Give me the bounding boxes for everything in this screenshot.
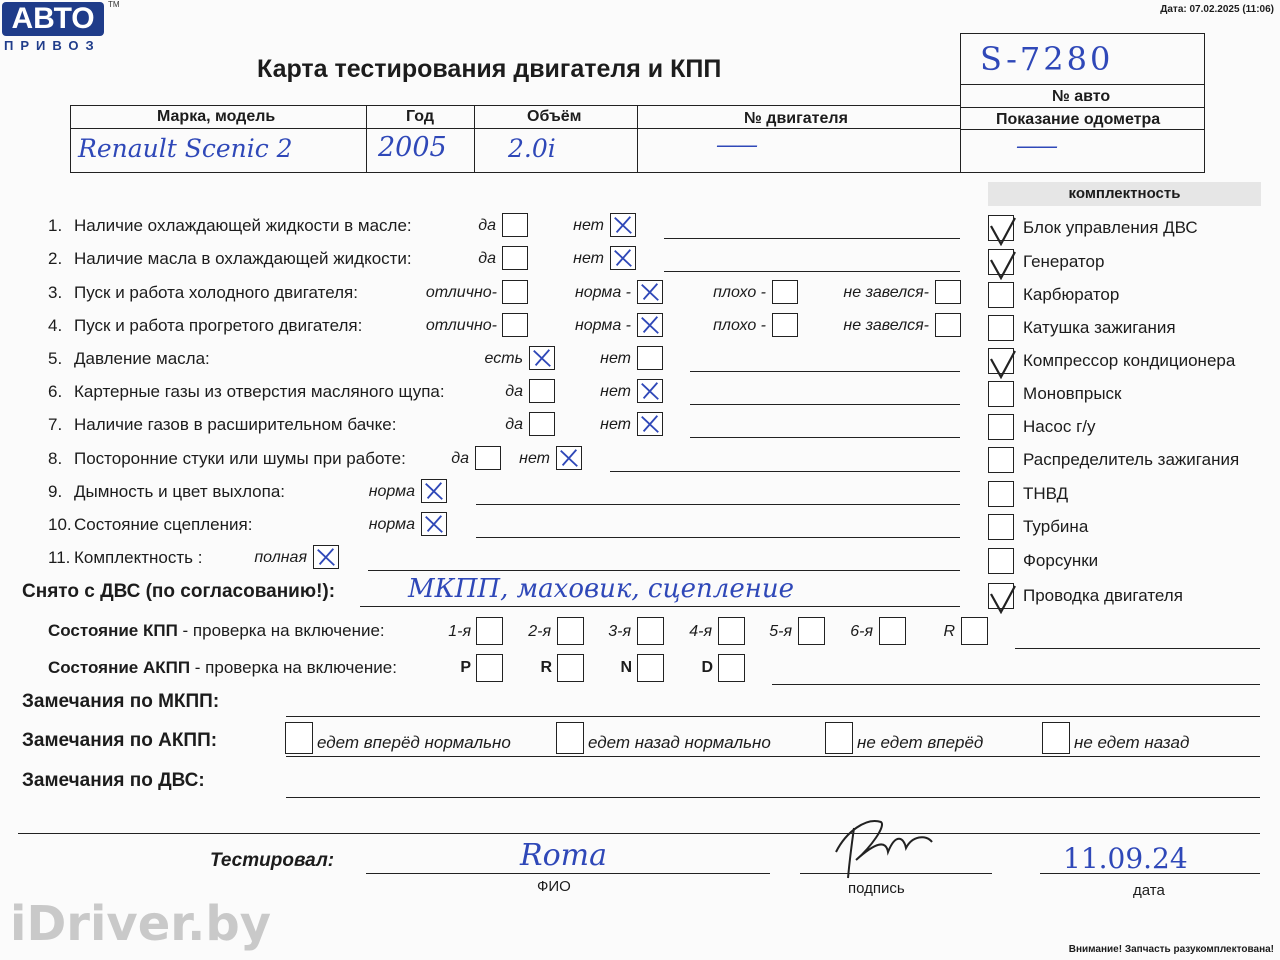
option-label: норма - [574, 317, 631, 334]
akpp-remark-checkbox[interactable] [285, 722, 313, 754]
option-label: нет [600, 350, 631, 367]
option-label: норма [368, 483, 415, 500]
option-checkbox[interactable] [502, 313, 528, 337]
answer-line [476, 504, 960, 505]
option-checkbox[interactable] [421, 479, 447, 503]
kit-item-label: Форсунки [1023, 551, 1099, 570]
question-number: 6. [48, 382, 63, 401]
option-checkbox[interactable] [637, 346, 663, 370]
answer-line [476, 537, 960, 538]
volume-label: Объём [527, 108, 582, 125]
question-label: Наличие масла в охлаждающей жидкости: [74, 249, 412, 268]
option-label: нет [600, 416, 631, 433]
engine-label: № двигателя [744, 110, 848, 127]
akpp-mode-label: N [620, 659, 632, 676]
option-checkbox[interactable] [502, 246, 528, 270]
tested-date: 11.09.24 [1063, 842, 1188, 875]
removed-value: МКПП, маховик, сцепление [408, 574, 794, 604]
question-number: 2. [48, 249, 63, 268]
akpp-remark-label: едет вперёд нормально [317, 733, 511, 752]
answer-line [368, 570, 960, 571]
volume-value: 2.0i [508, 134, 556, 163]
option-checkbox[interactable] [502, 280, 528, 304]
answer-line [610, 471, 960, 472]
auto-number-label: № авто [1052, 88, 1111, 105]
akpp-mode-label: R [540, 659, 552, 676]
answer-line [664, 271, 960, 272]
gear-label: 1-я [448, 623, 471, 640]
gear-label: R [943, 623, 955, 640]
question-label: Посторонние стуки или шумы при работе: [74, 449, 406, 468]
option-label: нет [600, 383, 631, 400]
option-label: есть [484, 350, 523, 367]
kit-checkbox[interactable] [988, 249, 1014, 275]
gear-checkbox[interactable] [879, 617, 906, 645]
option-label: да [478, 217, 496, 234]
answer-line [690, 404, 960, 405]
question-label: Картерные газы из отверстия масляного щупа: [74, 382, 445, 401]
question-label: Наличие газов в расширительном бачке: [74, 415, 397, 434]
akpp-label-bold: Состояние АКПП [48, 658, 191, 677]
signature-image [826, 812, 936, 884]
option-label: норма - [574, 284, 631, 301]
option-label: да [451, 450, 469, 467]
akpp-remark-label: не едет вперёд [857, 733, 984, 752]
option-checkbox[interactable] [475, 446, 501, 470]
kit-item-label: Распределитель зажигания [1023, 450, 1240, 469]
warning-text: Внимание! Запчасть разукомплектована! [1068, 944, 1274, 955]
gear-checkbox[interactable] [961, 617, 988, 645]
option-label: отлично- [425, 317, 497, 334]
option-label: плохо - [713, 317, 766, 334]
option-checkbox[interactable] [529, 379, 555, 403]
option-checkbox[interactable] [935, 313, 961, 337]
kit-item-label: Насос г/у [1023, 417, 1096, 436]
logo-tm: TM [108, 0, 120, 9]
option-checkbox[interactable] [637, 280, 663, 304]
sign-caption: подпись [848, 880, 905, 897]
gear-checkbox[interactable] [637, 617, 664, 645]
watermark: iDriver.by [10, 896, 271, 952]
option-checkbox[interactable] [610, 246, 636, 270]
option-label: да [478, 250, 496, 267]
kit-item-label: Катушка зажигания [1023, 318, 1176, 337]
option-label: нет [519, 450, 550, 467]
kit-item-label: Моновпрыск [1023, 384, 1122, 403]
kit-item-label: Проводка двигателя [1023, 586, 1183, 605]
akpp-mode-label: P [460, 659, 471, 676]
option-label: отлично- [425, 284, 497, 301]
kit-item-label: Блок управления ДВС [1023, 218, 1198, 237]
kpp-label-bold: Состояние КПП [48, 621, 178, 640]
logo-bottom: ПРИВОЗ [4, 38, 101, 53]
kit-item-label: Генератор [1023, 252, 1105, 271]
option-checkbox[interactable] [637, 379, 663, 403]
question-label: Давление масла: [74, 349, 210, 368]
kit-checkbox[interactable] [988, 548, 1014, 574]
tested-name: Roma [520, 838, 607, 873]
question-label: Состояние сцепления: [74, 515, 253, 534]
answer-line [664, 238, 960, 239]
option-checkbox[interactable] [772, 313, 798, 337]
akpp-label-rest: - проверка на включение: [190, 658, 397, 677]
engine-value: —— [716, 133, 756, 158]
question-number: 4. [48, 316, 63, 335]
question-label: Наличие охлаждающей жидкости в масле: [74, 216, 412, 235]
option-checkbox[interactable] [421, 512, 447, 536]
kit-checkbox[interactable] [988, 348, 1014, 374]
make-value: Renault Scenic 2 [78, 134, 293, 163]
gear-label: 4-я [689, 623, 712, 640]
option-label: нет [573, 217, 604, 234]
odometer-label: Показание одометра [996, 111, 1161, 128]
option-label: плохо - [713, 284, 766, 301]
kit-checkbox[interactable] [988, 215, 1014, 241]
page-title: Карта тестирования двигателя и КПП [257, 55, 722, 83]
logo [0, 0, 120, 54]
answer-line [690, 437, 960, 438]
gear-label: 3-я [608, 623, 631, 640]
option-checkbox[interactable] [610, 213, 636, 237]
question-label: Пуск и работа прогретого двигателя: [74, 316, 363, 335]
kit-item-label: ТНВД [1023, 484, 1069, 503]
gear-checkbox[interactable] [798, 617, 825, 645]
auto-number-value: S-7280 [980, 40, 1114, 78]
answer-line [286, 756, 1260, 757]
make-label: Марка, модель [157, 108, 276, 125]
logo-top: АВТО [2, 2, 104, 36]
odometer-value: —— [1016, 134, 1056, 159]
kit-checkbox[interactable] [988, 282, 1014, 308]
akpp-remark-checkbox[interactable] [556, 722, 584, 754]
question-number: 11. [48, 548, 71, 567]
gear-label: 6-я [850, 623, 873, 640]
akpp-mode-checkbox[interactable] [637, 654, 664, 682]
option-label: полная [254, 549, 307, 566]
option-checkbox[interactable] [529, 346, 555, 370]
question-number: 7. [48, 415, 63, 434]
option-label: не завелся- [843, 317, 929, 334]
kit-checkbox[interactable] [988, 414, 1014, 440]
question-number: 1. [48, 216, 63, 235]
question-number: 3. [48, 283, 63, 302]
tested-label: Тестировал: [210, 850, 335, 871]
option-checkbox[interactable] [502, 213, 528, 237]
question-label: Пуск и работа холодного двигателя: [74, 283, 358, 302]
option-label: не завелся- [843, 284, 929, 301]
option-label: да [505, 416, 523, 433]
kit-title: комплектность [988, 182, 1261, 206]
kit-checkbox[interactable] [988, 583, 1014, 609]
year-label: Год [406, 108, 434, 125]
option-label: нет [573, 250, 604, 267]
kit-item-label: Карбюратор [1023, 285, 1120, 304]
option-checkbox[interactable] [313, 545, 339, 569]
kit-checkbox[interactable] [988, 447, 1014, 473]
kit-checkbox[interactable] [988, 514, 1014, 540]
akpp-mode-checkbox[interactable] [476, 654, 503, 682]
remarks-akpp-label: Замечания по АКПП: [22, 730, 218, 751]
remarks-dvs-label: Замечания по ДВС: [22, 770, 205, 791]
akpp-mode-checkbox[interactable] [557, 654, 584, 682]
kit-item-label: Турбина [1023, 517, 1089, 536]
question-number: 8. [48, 449, 63, 468]
akpp-remark-label: едет назад нормально [588, 733, 771, 752]
option-checkbox[interactable] [529, 412, 555, 436]
date-caption: дата [1133, 882, 1165, 899]
fio-caption: ФИО [537, 878, 571, 895]
kpp-label [48, 621, 385, 641]
option-checkbox[interactable] [772, 280, 798, 304]
gear-checkbox[interactable] [557, 617, 584, 645]
kit-checkbox[interactable] [988, 381, 1014, 407]
option-checkbox[interactable] [637, 313, 663, 337]
option-checkbox[interactable] [637, 412, 663, 436]
question-number: 5. [48, 349, 63, 368]
akpp-label [48, 658, 397, 678]
kit-checkbox[interactable] [988, 315, 1014, 341]
question-number: 10. [48, 515, 72, 534]
removed-label: Снято с ДВС (по согласованию!): [22, 581, 336, 602]
option-checkbox[interactable] [935, 280, 961, 304]
akpp-mode-checkbox[interactable] [718, 654, 745, 682]
gear-label: 2-я [528, 623, 551, 640]
akpp-remark-checkbox[interactable] [825, 722, 853, 754]
akpp-remark-checkbox[interactable] [1042, 722, 1070, 754]
question-label: Комплектность : [74, 548, 203, 567]
kit-checkbox[interactable] [988, 481, 1014, 507]
gear-label: 5-я [769, 623, 792, 640]
option-checkbox[interactable] [556, 446, 582, 470]
akpp-mode-label: D [701, 659, 713, 676]
remarks-mkpp-label: Замечания по МКПП: [22, 691, 220, 712]
answer-line [690, 371, 960, 372]
gear-checkbox[interactable] [718, 617, 745, 645]
gear-checkbox[interactable] [476, 617, 503, 645]
kpp-label-rest: - проверка на включение: [177, 621, 385, 640]
date-stamp: Дата: 07.02.2025 (11:06) [1160, 4, 1274, 15]
akpp-remark-label: не едет назад [1074, 733, 1190, 752]
question-label: Дымность и цвет выхлопа: [74, 482, 286, 501]
year-value: 2005 [378, 132, 447, 163]
option-label: норма [368, 516, 415, 533]
question-number: 9. [48, 482, 63, 501]
option-label: да [505, 383, 523, 400]
kit-item-label: Компрессор кондиционера [1023, 351, 1236, 370]
